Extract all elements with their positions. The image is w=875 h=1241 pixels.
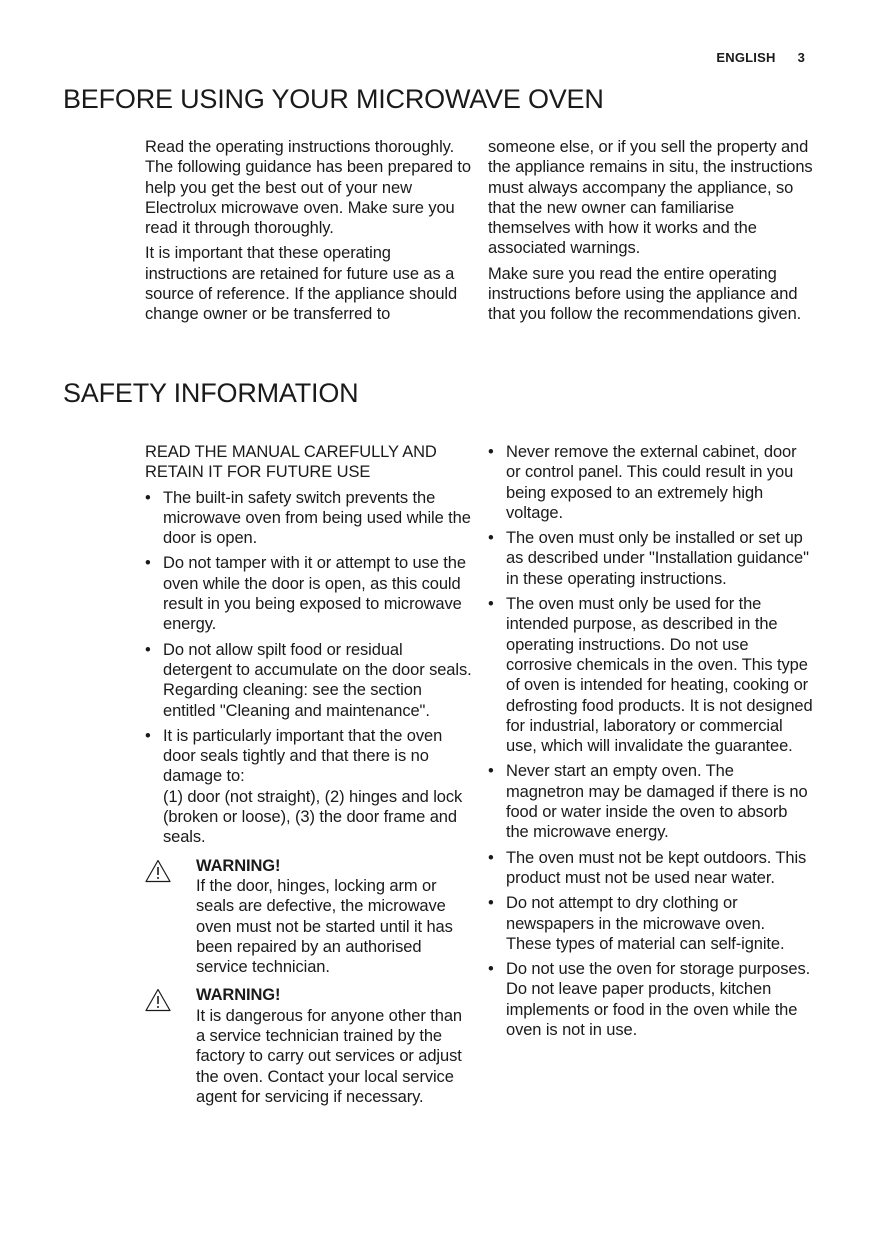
list-item — [488, 893, 814, 954]
section-title-safety-information: SAFETY INFORMATION — [63, 378, 359, 408]
safety-column-2 — [488, 442, 814, 1045]
bullet-icon: • — [488, 960, 494, 979]
section-title-before-using: BEFORE USING YOUR MICROWAVE OVEN — [63, 84, 604, 114]
bullet-icon: • — [145, 554, 151, 573]
list-item-text: Do not tamper with it or attempt to use the oven while the door is open, as this could result in you being exposed to microwave energy. — [163, 554, 466, 634]
warning-text: It is dangerous for anyone other than a service technician trained by the factory to carry out services or adjust the oven. Contact your local service agent for servicing if necessary. — [196, 1006, 462, 1106]
paragraph: Make sure you read the entire operating instructions before using the appliance and that you follow the recommendations given. — [488, 264, 802, 324]
list-item — [488, 528, 814, 589]
list-item — [145, 726, 473, 848]
header-language: ENGLISH — [716, 50, 776, 65]
bullet-icon: • — [488, 595, 494, 614]
paragraph: It is important that these operating instructions are retained for future use as a source of reference. If the appliance should change owner or be transferred to — [145, 244, 458, 324]
warning-title: WARNING! — [196, 986, 281, 1005]
list-item-text: Never start an empty oven. The magnetron may be damaged if there is no food or water inside the oven to absorb the microwave energy. — [506, 762, 808, 842]
bullet-icon: • — [145, 640, 151, 659]
warning-text: If the door, hinges, locking arm or seals are defective, the microwave oven must not be started until it has been repaired by an authorised service technician. — [196, 876, 453, 977]
list-item — [145, 640, 473, 721]
list-item — [488, 959, 814, 1040]
list-item-text: The oven must not be kept outdoors. This product must not be used near water. — [506, 848, 807, 887]
safety-column-1 — [145, 442, 473, 1112]
bullet-icon: • — [488, 848, 494, 867]
list-item — [145, 553, 473, 634]
bullet-icon: • — [488, 529, 494, 548]
bullet-icon: • — [488, 762, 494, 781]
page-number: 3 — [797, 50, 805, 65]
bullet-icon: • — [488, 443, 494, 461]
before-using-column-1 — [145, 137, 473, 330]
warning-triangle-icon — [145, 859, 171, 883]
list-item — [145, 488, 473, 549]
bullet-icon: • — [145, 726, 151, 745]
list-item-text: (1) door (not straight), (2) hinges and lock (broken or loose), (3) the door frame and seals. — [163, 787, 463, 847]
list-item — [488, 442, 814, 523]
warning-block — [145, 856, 473, 978]
safety-intro: READ THE MANUAL CAREFULLY AND RETAIN IT FOR FUTURE USE — [145, 443, 437, 482]
list-item-text: Do not attempt to dry clothing or newspapers in the microwave oven. These types of material can self-ignite. — [506, 894, 785, 953]
safety-bullet-list-1 — [145, 488, 473, 848]
warning-triangle-icon — [145, 988, 171, 1012]
warning-block — [145, 985, 473, 1107]
paragraph: Read the operating instructions thoroughly. The following guidance has been prepared to help you get the best out of your new Electrolux microwave oven. Make sure you read it through thoroughly. — [145, 138, 471, 238]
list-item — [488, 761, 814, 842]
list-item-text: Do not allow spilt food or residual detergent to accumulate on the door seals. Regarding cleaning: see the section entitled "Cleaning and maintenance". — [163, 640, 472, 720]
page-header — [716, 50, 805, 65]
list-item-text: It is particularly important that the oven door seals tightly and that there is no damage to: — [163, 726, 443, 786]
bullet-icon: • — [145, 488, 151, 507]
list-item-text: Never remove the external cabinet, door or control panel. This could result in you being exposed to an extremely high voltage. — [506, 443, 797, 522]
safety-bullet-list-2 — [488, 442, 814, 1040]
list-item-text: The built-in safety switch prevents the microwave oven from being used while the door is open. — [163, 488, 471, 548]
before-using-column-2 — [488, 137, 814, 330]
paragraph: someone else, or if you sell the property and the appliance remains in situ, the instructions must always accompany the appliance, so that the new owner can familiarise themselves with how it works and the associated warnings. — [488, 138, 813, 258]
warning-title: WARNING! — [196, 856, 281, 875]
list-item — [488, 848, 814, 889]
list-item-text: The oven must only be installed or set up as described under "Installation guidance" in these operating instructions. — [506, 529, 809, 588]
list-item-text: Do not use the oven for storage purposes. Do not leave paper products, kitchen implements or food in the oven while the oven is not in use. — [506, 960, 811, 1040]
list-item — [488, 594, 814, 756]
bullet-icon: • — [488, 894, 494, 913]
list-item-text: The oven must only be used for the intended purpose, as described in the operating instructions. Do not use corrosive chemicals in the oven. This type of oven is intended for heating, cooking or defrosting food products. It is not designed for industrial, laboratory or commercial use, which will invalidate the guarantee. — [506, 595, 813, 756]
